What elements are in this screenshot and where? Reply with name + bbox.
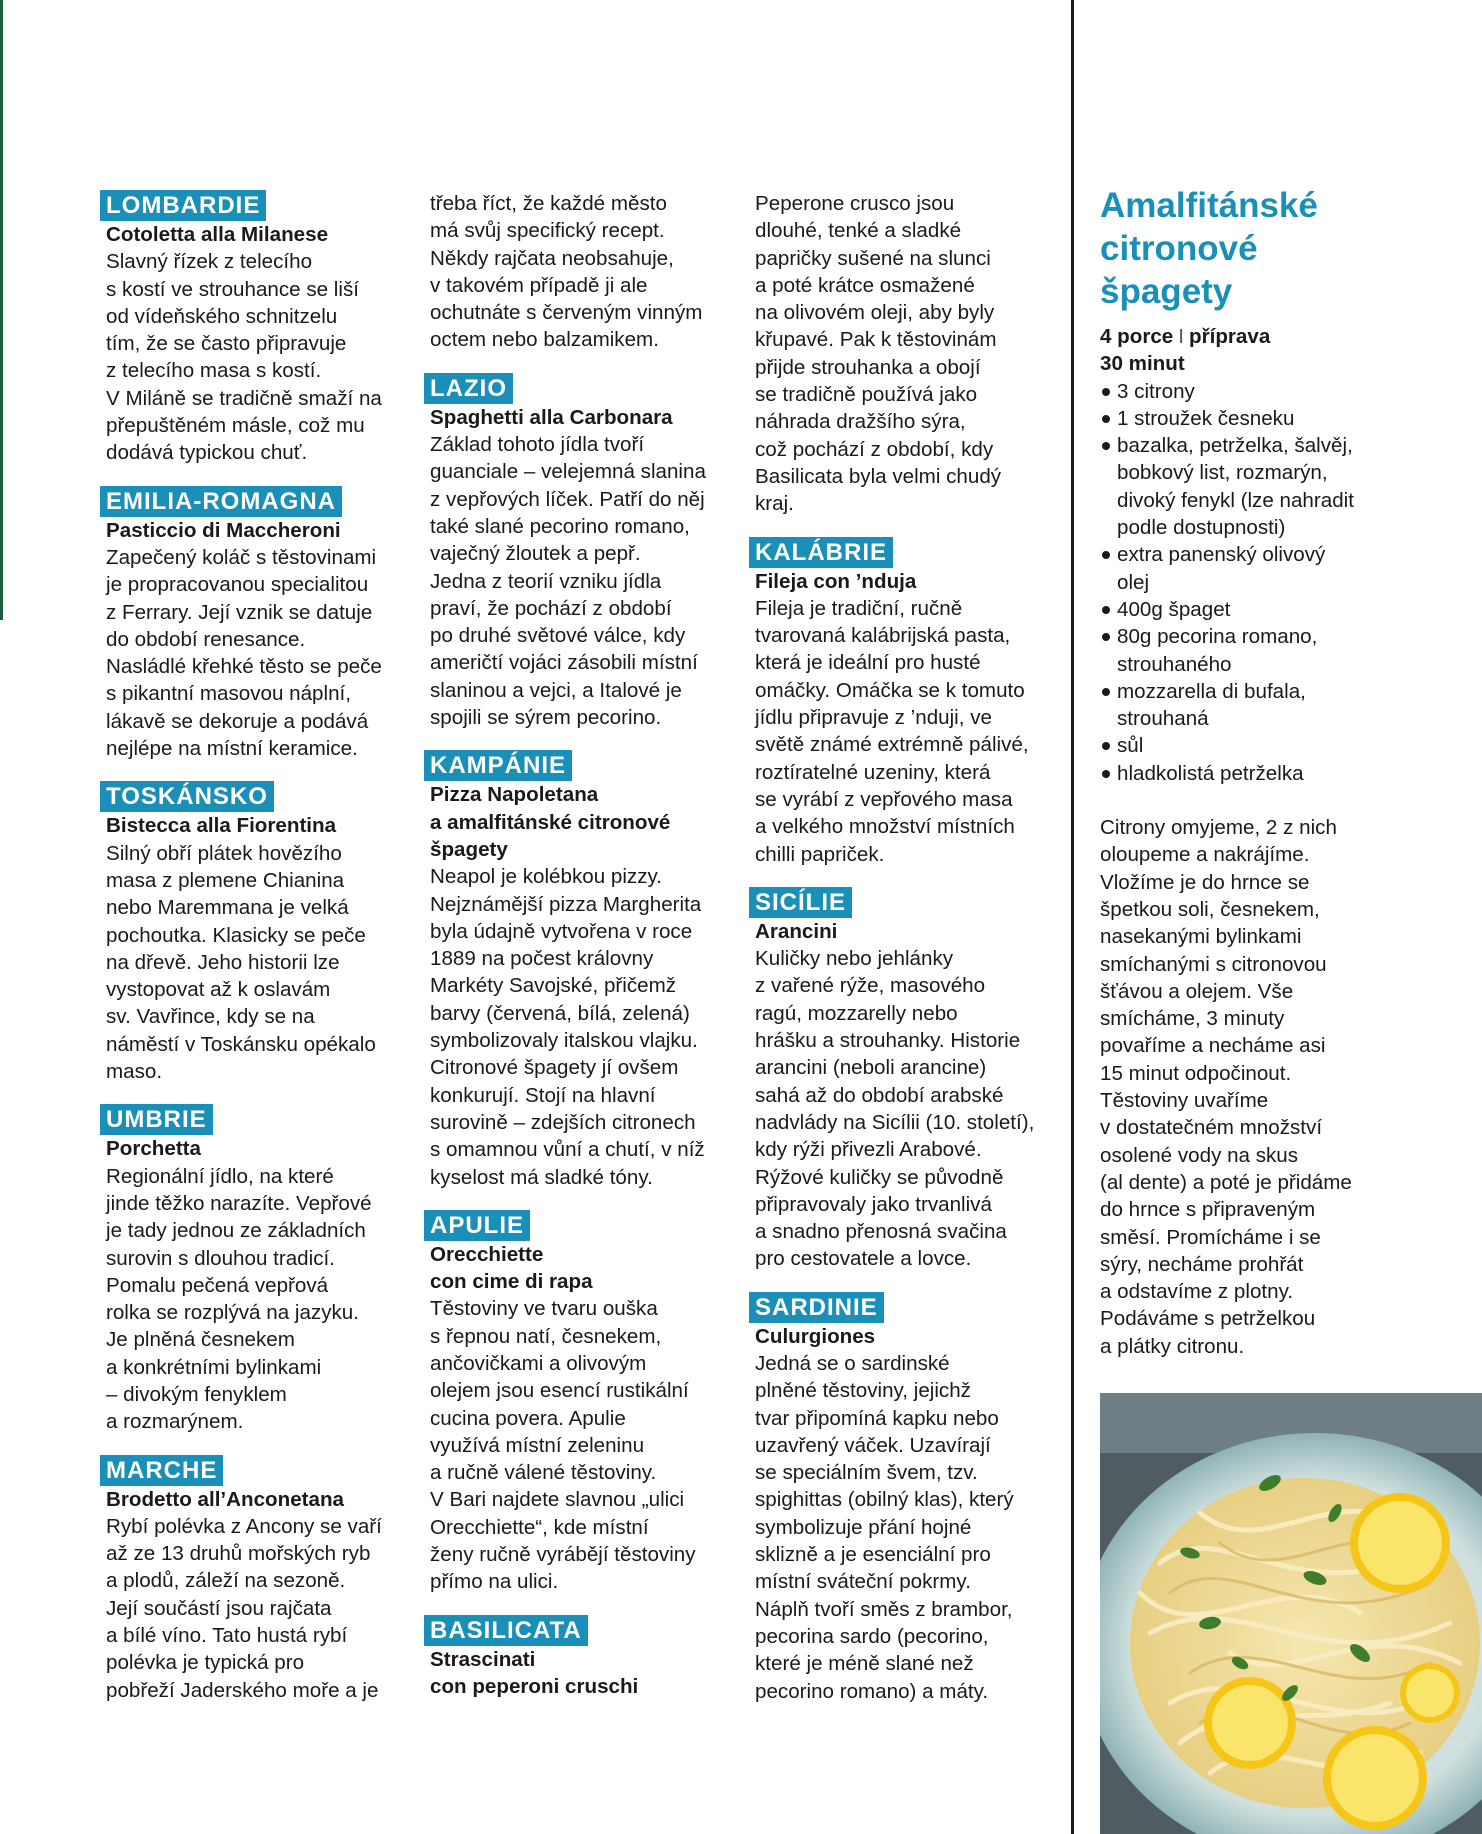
page-edge-strip — [0, 0, 3, 620]
text-line: pro cestovatele a lovce. — [755, 1247, 972, 1271]
dish-name — [106, 1486, 406, 1513]
article-column-3 — [755, 190, 1055, 1705]
text-line: Těstoviny ve tvaru ouška — [430, 1297, 658, 1321]
text-line: byla údajně vytvořena v roce — [430, 919, 693, 943]
recipe-title-line: Amalfitánské — [1100, 186, 1318, 225]
recipe-meta — [1100, 323, 1470, 378]
method-line: Citrony omyjeme, 2 z nich — [1100, 816, 1337, 840]
text-line: Nasládlé křehké těsto se peče — [106, 655, 382, 679]
ingredient-item — [1100, 541, 1470, 596]
text-line: a snadno přenosná svačina — [755, 1220, 1007, 1244]
text-line: na olivovém oleji, aby byly — [755, 301, 995, 325]
recipe-portions: 4 porce — [1100, 325, 1174, 348]
text-line: až ze 13 druhů mořských ryb — [106, 1542, 371, 1566]
text-line: Citronové špagety jí ovšem — [430, 1056, 679, 1080]
text-line: tvar připomíná kapku nebo — [755, 1406, 999, 1430]
text-line: symbolizovaly italskou vlajku. — [430, 1029, 698, 1053]
text-line: guanciale – velejemná slanina — [430, 460, 706, 484]
text-line: barvy (červená, bílá, zelená) — [430, 1001, 690, 1025]
region-description — [106, 1163, 406, 1436]
ingredient-line: sůl — [1117, 734, 1144, 758]
method-line: Podáváme s petrželkou — [1100, 1307, 1316, 1331]
method-line: a odstavíme z plotny. — [1100, 1280, 1294, 1304]
method-line: Vložíme je do hrnce se — [1100, 870, 1310, 894]
text-line: Regionální jídlo, na které — [106, 1164, 334, 1188]
text-line: arancini (neboli arancine) — [755, 1056, 987, 1080]
text-line: ženy ručně vyrábějí těstoviny — [430, 1543, 696, 1567]
text-line: kyselost má sladké tóny. — [430, 1165, 653, 1189]
text-line: křupavé. Pak k těstovinám — [755, 328, 997, 352]
text-line: kraj. — [755, 492, 794, 516]
dish-name-line: Cotoletta alla Milanese — [106, 223, 329, 246]
recipe-title-line: citronové — [1100, 229, 1258, 268]
text-line: se vyrábí z vepřového masa — [755, 787, 1013, 811]
text-line: jinde těžko narazíte. Vepřové — [106, 1191, 372, 1215]
text-line: které je méně slané než — [755, 1652, 974, 1676]
text-line: Neapol je kolébkou pizzy. — [430, 865, 663, 889]
text-line: pecorina sardo (pecorino, — [755, 1624, 989, 1648]
text-line: Pomalu pečená vepřová — [106, 1273, 329, 1297]
method-line: sýry, necháme prohřát — [1100, 1252, 1304, 1276]
text-line: octem nebo balzamikem. — [430, 328, 659, 352]
dish-name-line: Pizza Napoletana — [430, 783, 599, 807]
text-line: slaninou a vejci, a Italové je — [430, 678, 682, 702]
text-line: také slané pecorino romano, — [430, 514, 690, 538]
meta-separator: I — [1178, 325, 1184, 348]
ingredient-item — [1100, 623, 1470, 678]
text-line: Někdy rajčata neobsahuje, — [430, 246, 674, 270]
text-line: která je ideální pro husté — [755, 651, 981, 675]
article-column-1 — [106, 190, 406, 1704]
ingredient-line: 3 citrony — [1117, 379, 1195, 403]
text-line: V Bari najdete slavnou „ulici — [430, 1488, 685, 1512]
text-line: na dřevě. Jeho historii lze — [106, 950, 340, 974]
ingredient-line: 80g pecorina romano, — [1117, 625, 1318, 649]
dish-name — [106, 1135, 406, 1162]
dish-name-line: Strascinati — [430, 1647, 536, 1671]
text-line: Rybí polévka z Ancony se vaří — [106, 1514, 382, 1538]
recipe-method — [1100, 814, 1470, 1360]
method-line: smíchanými s citronovou — [1100, 952, 1327, 976]
text-line: vystopovat až k oslavám — [106, 978, 331, 1002]
text-line: do období renesance. — [106, 627, 306, 651]
text-line: připravovaly jako trvanlivá — [755, 1192, 992, 1216]
text-line: vaječný žloutek a pepř. — [430, 542, 641, 566]
method-line: a plátky citronu. — [1100, 1334, 1245, 1358]
method-line: Těstoviny uvaříme — [1100, 1089, 1269, 1113]
text-line: s kostí ve strouhance se liší — [106, 277, 359, 301]
text-line: s pikantní masovou náplní, — [106, 682, 351, 706]
text-line: z telecího masa s kostí. — [106, 359, 322, 383]
text-line: je tady jednou ze základních — [106, 1219, 366, 1243]
text-line: ančovičkami a olivovým — [430, 1351, 647, 1375]
dish-name-line: Orecchiette — [430, 1242, 544, 1266]
text-line: a plodů, záleží na sezoně. — [106, 1569, 346, 1593]
dish-name-line: con peperoni cruschi — [430, 1674, 639, 1698]
text-line: v takovém případě ji ale — [430, 273, 648, 297]
text-line: s řepnou natí, česnekem, — [430, 1324, 662, 1348]
text-line: dodává typickou chuť. — [106, 441, 308, 465]
region-heading-emilia-romagna: EMILIA-ROMAGNA — [100, 486, 342, 517]
dish-name — [430, 1646, 730, 1701]
dish-name-line: Spaghetti alla Carbonara — [430, 405, 673, 429]
text-line: kdy rýži přivezli Arabové. — [755, 1138, 982, 1162]
recipe-title — [1100, 184, 1470, 313]
ingredient-item — [1100, 405, 1470, 432]
text-line: plněné těstoviny, jejichž — [755, 1379, 971, 1403]
recipe-column — [1100, 186, 1470, 1360]
text-line: a velkého množství místních — [755, 815, 1015, 839]
ingredient-line: extra panenský olivový — [1117, 543, 1326, 567]
recipe-title-line: špagety — [1100, 272, 1233, 311]
text-line: z vepřových líček. Patří do něj — [430, 487, 705, 511]
region-description — [755, 945, 1055, 1273]
text-line: sahá až do období arabské — [755, 1083, 1004, 1107]
text-line: masa z plemene Chianina — [106, 868, 345, 892]
dish-name — [755, 568, 1055, 595]
ingredient-line: 1 stroužek česneku — [1117, 406, 1295, 430]
text-line: pobřeží Jaderského moře a je — [106, 1678, 379, 1702]
text-line: což pochází z období, kdy — [755, 437, 994, 461]
text-line: po druhé světové válce, kdy — [430, 624, 686, 648]
method-line: směsí. Promícháme i se — [1100, 1225, 1321, 1249]
text-line: tvarovaná kalábrijská pasta, — [755, 624, 1011, 648]
text-line: přímo na ulici. — [430, 1570, 559, 1594]
text-line: – divokým fenyklem — [106, 1382, 287, 1406]
text-line: Slavný řízek z telecího — [106, 250, 313, 274]
text-line: Basilicata byla velmi chudý — [755, 464, 1002, 488]
region-heading-lazio: LAZIO — [424, 373, 513, 404]
text-line: Zapečený koláč s těstovinami — [106, 545, 377, 569]
text-line: 1889 na počest královny — [430, 947, 654, 971]
dish-name — [106, 221, 406, 248]
text-line: Její součástí jsou rajčata — [106, 1596, 332, 1620]
text-line: Jedna z teorií vzniku jídla — [430, 569, 662, 593]
text-line: jídlu připravuje z ’nduji, ve — [755, 706, 992, 730]
text-line: Rýžové kuličky se původně — [755, 1165, 1004, 1189]
region-description — [755, 190, 1055, 518]
dish-name-line: Bistecca alla Fiorentina — [106, 814, 337, 838]
text-line: je propracovanou specialitou — [106, 573, 369, 597]
dish-name-line: Porchetta — [106, 1137, 201, 1161]
dish-name — [106, 517, 406, 544]
region-heading-kampanie: KAMPÁNIE — [424, 750, 572, 781]
text-line: se tradičně používá jako — [755, 383, 978, 407]
dish-name-line: Pasticcio di Maccheroni — [106, 518, 341, 542]
region-heading-marche: MARCHE — [100, 1455, 223, 1486]
ingredient-item — [1100, 732, 1470, 759]
text-line: polévka je typická pro — [106, 1651, 305, 1675]
ingredient-item — [1100, 432, 1470, 541]
text-line: a rozmarýnem. — [106, 1410, 244, 1434]
text-line: symbolizuje přání hojné — [755, 1515, 972, 1539]
method-line: osolené vody na skus — [1100, 1143, 1299, 1167]
dish-name-line: con cime di rapa — [430, 1270, 593, 1294]
method-line: oloupeme a nakrájíme. — [1100, 843, 1310, 867]
region-heading-basilicata: BASILICATA — [424, 1615, 588, 1646]
text-line: uzavřený váček. Uzavírají — [755, 1433, 991, 1457]
text-line: pecorino romano) a máty. — [755, 1679, 989, 1703]
text-line: Náplň tvoří směs z brambor, — [755, 1597, 1013, 1621]
region-description — [430, 431, 730, 731]
dish-name-line: Brodetto all’Anconetana — [106, 1487, 344, 1511]
text-line: nejlépe na místní keramice. — [106, 737, 358, 761]
text-line: a konkrétními bylinkami — [106, 1355, 322, 1379]
text-line: a bílé víno. Tato hustá rybí — [106, 1624, 348, 1648]
text-line: náhrada dražšího sýra, — [755, 410, 966, 434]
text-line: cucina povera. Apulie — [430, 1406, 626, 1430]
ingredient-line: mozzarella di bufala, — [1117, 679, 1306, 703]
dish-name-line: špagety — [430, 837, 508, 861]
text-line: surovin s dlouhou tradicí. — [106, 1246, 335, 1270]
text-line: nebo Maremmana je velká — [106, 896, 349, 920]
text-line: Jedná se o sardinské — [755, 1351, 950, 1375]
text-line: papričky sušené na slunci — [755, 246, 991, 270]
text-line: ragú, mozzarelly nebo — [755, 1001, 958, 1025]
text-line: spojili se sýrem pecorino. — [430, 706, 662, 730]
text-line: rolka se rozplývá na jazyku. — [106, 1301, 359, 1325]
article-column-2 — [430, 190, 730, 1700]
text-line: Silný obří plátek hovězího — [106, 841, 342, 865]
region-description — [106, 840, 406, 1086]
text-line: Kuličky nebo jehlánky — [755, 947, 954, 971]
region-heading-sicilie: SICÍLIE — [749, 887, 852, 918]
text-line: nadvlády na Sicílii (10. století), — [755, 1110, 1035, 1134]
text-line: omáčky. Omáčka se k tomuto — [755, 678, 1025, 702]
text-line: a ručně válené těstoviny. — [430, 1461, 657, 1485]
method-line: nasekanými bylinkami — [1100, 925, 1302, 949]
text-line: lákavě se dekoruje a podává — [106, 709, 369, 733]
ingredient-line: olej — [1117, 570, 1150, 594]
region-heading-apulie: APULIE — [424, 1210, 530, 1241]
ingredient-line: 400g špaget — [1117, 597, 1231, 621]
region-description — [106, 1513, 406, 1704]
dish-name — [430, 781, 730, 863]
text-line: chilli papriček. — [755, 842, 885, 866]
region-description — [755, 595, 1055, 868]
text-line: s omamnou vůní a chutí, v níž — [430, 1138, 705, 1162]
ingredient-line: bobkový list, rozmarýn, — [1117, 461, 1328, 485]
text-line: ochutnáte s červeným vinným — [430, 301, 703, 325]
ingredient-line: bazalka, petrželka, šalvěj, — [1117, 434, 1353, 458]
method-line: 15 minut odpočinout. — [1100, 1061, 1292, 1085]
text-line: náměstí v Toskánsku opékalo — [106, 1032, 376, 1056]
column-divider — [1071, 0, 1074, 1834]
method-line: do hrnce s připraveným — [1100, 1198, 1316, 1222]
dish-name-line: Arancini — [755, 919, 838, 943]
method-line: šťávou a olejem. Vše — [1100, 979, 1294, 1003]
text-line: Nejznámější pizza Margherita — [430, 892, 702, 916]
method-line: (al dente) a poté je přidáme — [1100, 1170, 1352, 1194]
dish-name-line: a amalfitánské citronové — [430, 810, 671, 834]
ingredient-line: podle dostupnosti) — [1117, 516, 1286, 540]
ingredient-item — [1100, 596, 1470, 623]
text-line: konkurují. Stojí na hlavní — [430, 1083, 656, 1107]
text-line: přepuštěném másle, což mu — [106, 414, 365, 438]
text-line: se speciálním švem, tzv. — [755, 1461, 978, 1485]
method-line: v dostatečném množství — [1100, 1116, 1323, 1140]
method-line: povaříme a necháme asi — [1100, 1034, 1326, 1058]
text-line: praví, že pochází z období — [430, 596, 672, 620]
text-line: tím, že se často připravuje — [106, 332, 347, 356]
text-line: hrášku a strouhanky. Historie — [755, 1029, 1021, 1053]
text-line: má svůj specifický recept. — [430, 219, 665, 243]
ingredient-item — [1100, 378, 1470, 405]
text-line: surovině – zdejších citronech — [430, 1110, 696, 1134]
text-line: roztíratelné uzeniny, která — [755, 760, 991, 784]
text-line: světě známé extrémně pálivé, — [755, 733, 1029, 757]
recipe-prep-time: 30 minut — [1100, 352, 1185, 376]
text-line: Peperone crusco jsou — [755, 192, 955, 215]
ingredient-item — [1100, 760, 1470, 787]
text-line: od vídeňského schnitzelu — [106, 304, 338, 328]
text-line: a poté krátce osmažené — [755, 273, 975, 297]
text-line: maso. — [106, 1060, 163, 1084]
region-description — [755, 1350, 1055, 1705]
method-line: smícháme, 3 minuty — [1100, 1007, 1285, 1031]
text-line: Základ tohoto jídla tvoří — [430, 433, 645, 457]
text-line: Orecchiette“, kde místní — [430, 1515, 649, 1539]
dish-name — [430, 1241, 730, 1296]
region-heading-toskansko: TOSKÁNSKO — [100, 781, 274, 812]
text-line: z vařené rýže, masového — [755, 974, 986, 998]
region-description — [430, 190, 730, 354]
recipe-prep-label: příprava — [1189, 325, 1271, 348]
text-line: z Ferrary. Její vznik se datuje — [106, 600, 373, 624]
text-line: pochoutka. Klasicky se peče — [106, 923, 366, 947]
text-line: Fileja je tradiční, ručně — [755, 596, 963, 620]
text-line: dlouhé, tenké a sladké — [755, 219, 962, 243]
text-line: sv. Vavřince, kdy se na — [106, 1005, 315, 1029]
ingredient-line: strouhaná — [1117, 707, 1209, 731]
text-line: Je plněná česnekem — [106, 1328, 295, 1352]
region-heading-lombardie: LOMBARDIE — [100, 190, 266, 221]
region-heading-kalabrie: KALÁBRIE — [749, 537, 893, 568]
ingredient-item — [1100, 678, 1470, 733]
dish-name — [755, 918, 1055, 945]
text-line: V Miláně se tradičně smaží na — [106, 386, 382, 410]
text-line: američtí vojáci zásobili místní — [430, 651, 698, 675]
text-line: olejem jsou esencí rustikální — [430, 1379, 689, 1403]
text-line: využívá místní zeleninu — [430, 1433, 645, 1457]
dish-name-line: Fileja con ’nduja — [755, 569, 917, 593]
region-heading-umbrie: UMBRIE — [100, 1104, 213, 1135]
dish-name — [755, 1323, 1055, 1350]
text-line: sklizně a je esenciální pro — [755, 1543, 991, 1567]
region-description — [106, 544, 406, 762]
dish-name — [106, 812, 406, 839]
text-line: přijde strouhanka a obojí — [755, 355, 981, 379]
ingredient-line: divoký fenykl (lze nahradit — [1117, 488, 1354, 512]
lemon-spaghetti-photo — [1100, 1393, 1482, 1834]
dish-name-line: Culurgiones — [755, 1324, 876, 1348]
region-heading-sardinie: SARDINIE — [749, 1292, 884, 1323]
region-description — [106, 248, 406, 466]
dish-name — [430, 404, 730, 431]
text-line: třeba říct, že každé město — [430, 192, 667, 215]
region-description — [430, 1295, 730, 1595]
region-description — [430, 863, 730, 1191]
ingredient-line: hladkolistá petrželka — [1117, 761, 1304, 785]
text-line: spighittas (obilný klas), který — [755, 1488, 1014, 1512]
text-line: místní sváteční pokrmy. — [755, 1570, 971, 1594]
ingredient-line: strouhaného — [1117, 652, 1232, 676]
text-line: Markéty Savojské, přičemž — [430, 974, 677, 998]
ingredient-list — [1100, 378, 1470, 787]
method-line: špetkou soli, česnekem, — [1100, 897, 1320, 921]
dish-illustration — [1100, 1393, 1482, 1834]
